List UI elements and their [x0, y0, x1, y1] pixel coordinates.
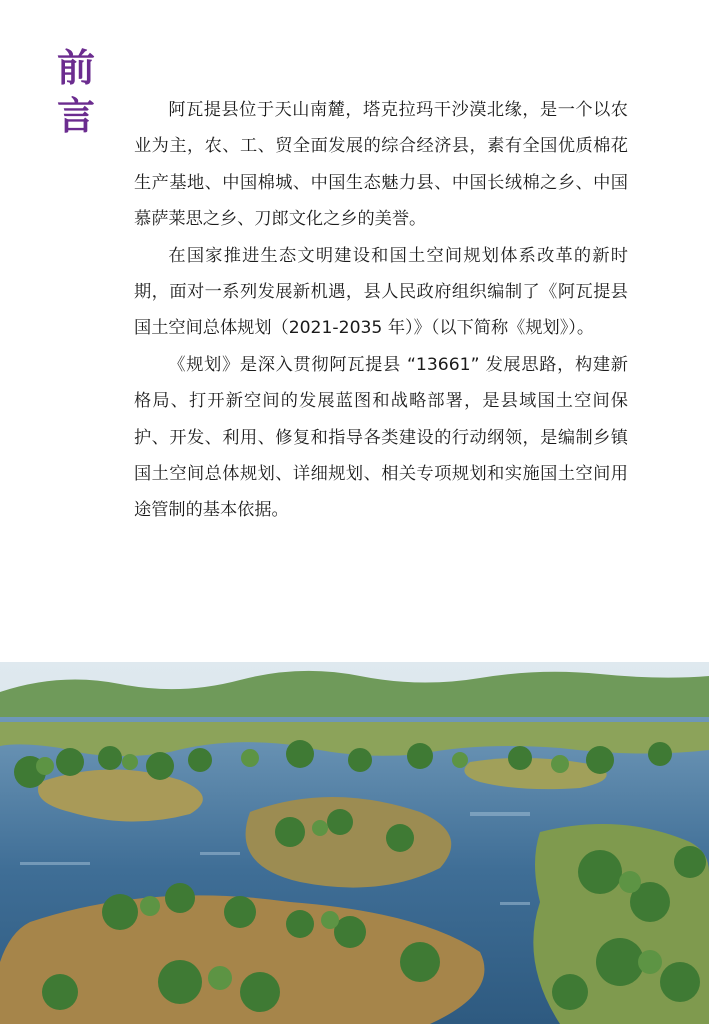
preface-body	[134, 92, 628, 529]
wetland-photo	[0, 662, 709, 1024]
wetland-landscape-image	[0, 662, 709, 1024]
paragraph-1: 阿瓦提县位于天山南麓，塔克拉玛干沙漠北缘，是一个以农业为主，农、工、贸全面发展的综合经济县，素有全国优质棉花生产基地、中国棉城、中国生态魅力县、中国长绒棉之乡、中国慕萨莱思之乡、刀郎文化之乡的美誉。	[134, 100, 628, 230]
paragraph-2: 在国家推进生态文明建设和国土空间规划体系改革的新时期，面对一系列发展新机遇，县人民政府组织编制了《阿瓦提县国土空间总体规划（2021-2035 年）》（以下简称《规划》）。	[134, 245, 628, 339]
page-title	[52, 44, 100, 140]
paragraph-3: 《规划》是深入贯彻阿瓦提县 “13661” 发展思路，构建新格局、打开新空间的发展蓝图和战略部署，是县域国土空间保护、开发、利用、修复和指导各类建设的行动纲领，是编制乡镇国土空间总体规划、详细规划、相关专项规划和实施国土空间用途管制的基本依据。	[134, 354, 628, 521]
title-char-1: 前	[56, 46, 95, 90]
title-char-2: 言	[56, 94, 95, 138]
